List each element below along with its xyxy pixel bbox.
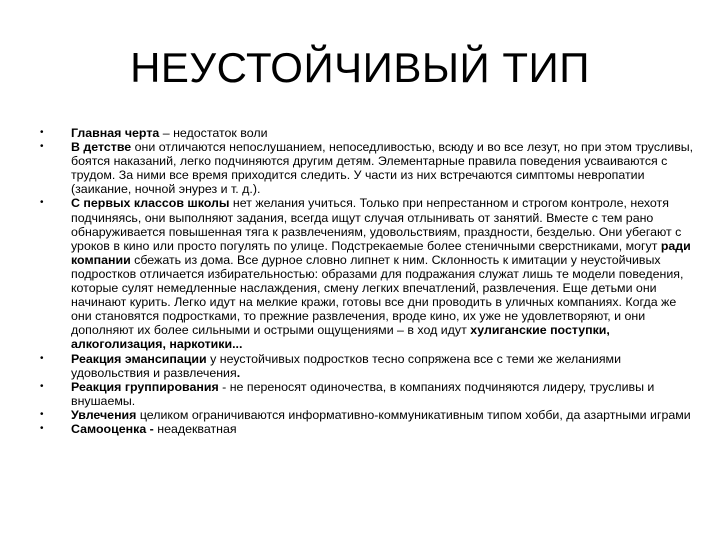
body-text: они отличаются непослушанием, непоседливостью, всюду и во все лезут, но при этом трусливы, боятся наказаний, легко подчиняются другим детям. Элементарные правила поведения усваиваются с трудом. За ними все время приходится следить. У части из них встречаются симптомы невропатии (заикание, ночной энурез и т. д.). [71, 140, 694, 197]
bullet-item [40, 196, 700, 351]
bold-text: Главная черта [71, 126, 160, 140]
body-text: целиком ограничиваются информативно-коммуникативным типом хобби, да азартными играми [136, 407, 691, 422]
bold-text: С первых классов школы [71, 196, 230, 211]
bullet-text [71, 380, 654, 408]
bullet-item [40, 422, 700, 436]
bullet-item [40, 126, 700, 140]
bold-text: Реакция группирования [71, 379, 219, 394]
bold-text: В детстве [71, 140, 132, 155]
bullet-item [40, 140, 700, 196]
bold-text: Увлечения [71, 407, 137, 422]
bullet-marker: • [40, 422, 44, 434]
bullet-marker: • [40, 408, 44, 420]
bullet-text [71, 196, 691, 351]
bullet-marker: • [40, 380, 44, 392]
bullet-text [71, 140, 693, 196]
bold-text: Реакция эмансипации [71, 351, 207, 366]
bullet-marker: • [40, 127, 44, 138]
body-text: у неустойчивых подростков тесно сопряжена все с теми же желаниями удовольствия и развлечения [71, 351, 621, 380]
bullet-text [71, 126, 268, 140]
bullet-text [71, 352, 621, 380]
body-text: - не переносят одиночества, в компаниях подчиняются лидеру, трусливы и внушаемы. [71, 379, 655, 408]
bullet-item [40, 380, 700, 408]
body-text: неадекватная [153, 421, 237, 436]
bullet-item [40, 352, 700, 380]
bold-text: Самооценка - [71, 421, 154, 436]
body-text: сбежать из дома. Все дурное словно липнет к ним. Склонность к имитации у неустойчивых подростков отличается избирательностью: образами для подражания служат лишь те модели поведения, которые сулят немедленные наслаждения, смену легких впечатлений, развлечения. Еще детьми они начинают курить. Легко идут на мелкие кражи, готовы все дни проводить в уличных компаниях. Когда же они становятся подростками, то прежние развлечения, вроде кино, их уже не удовлетворяют, и они дополняют их более сильными и острыми ощущениями – в ход идут [71, 252, 684, 338]
bullet-marker: • [40, 141, 44, 153]
bullet-marker: • [40, 352, 44, 364]
bullet-item [40, 408, 700, 422]
bullet-marker: • [40, 197, 44, 209]
bold-text: ради компании [71, 238, 691, 267]
bullet-text [71, 408, 691, 422]
slide-title: НЕУСТОЙЧИВЫЙ ТИП [130, 44, 590, 91]
bold-text: хулиганские поступки, алкоголизация, наркотики... [71, 323, 610, 352]
bullet-list [40, 126, 700, 436]
body-text: – недостаток воли [159, 126, 268, 140]
bold-text: . [236, 365, 241, 380]
body-text: нет желания учиться. Только при непрестанном и строгом контроле, нехотя подчиняясь, они выполняют задания, всегда ищут случая отлынивать от занятий. Вместе с тем рано обнаруживается повышенная тяга к развлечениям, удовольствиям, праздности, безделью. Они убегают с уроков в кино или просто погулять по улице. Подстрекаемые более стеничными сверстниками, могут [71, 196, 682, 253]
bullet-text [71, 422, 237, 436]
